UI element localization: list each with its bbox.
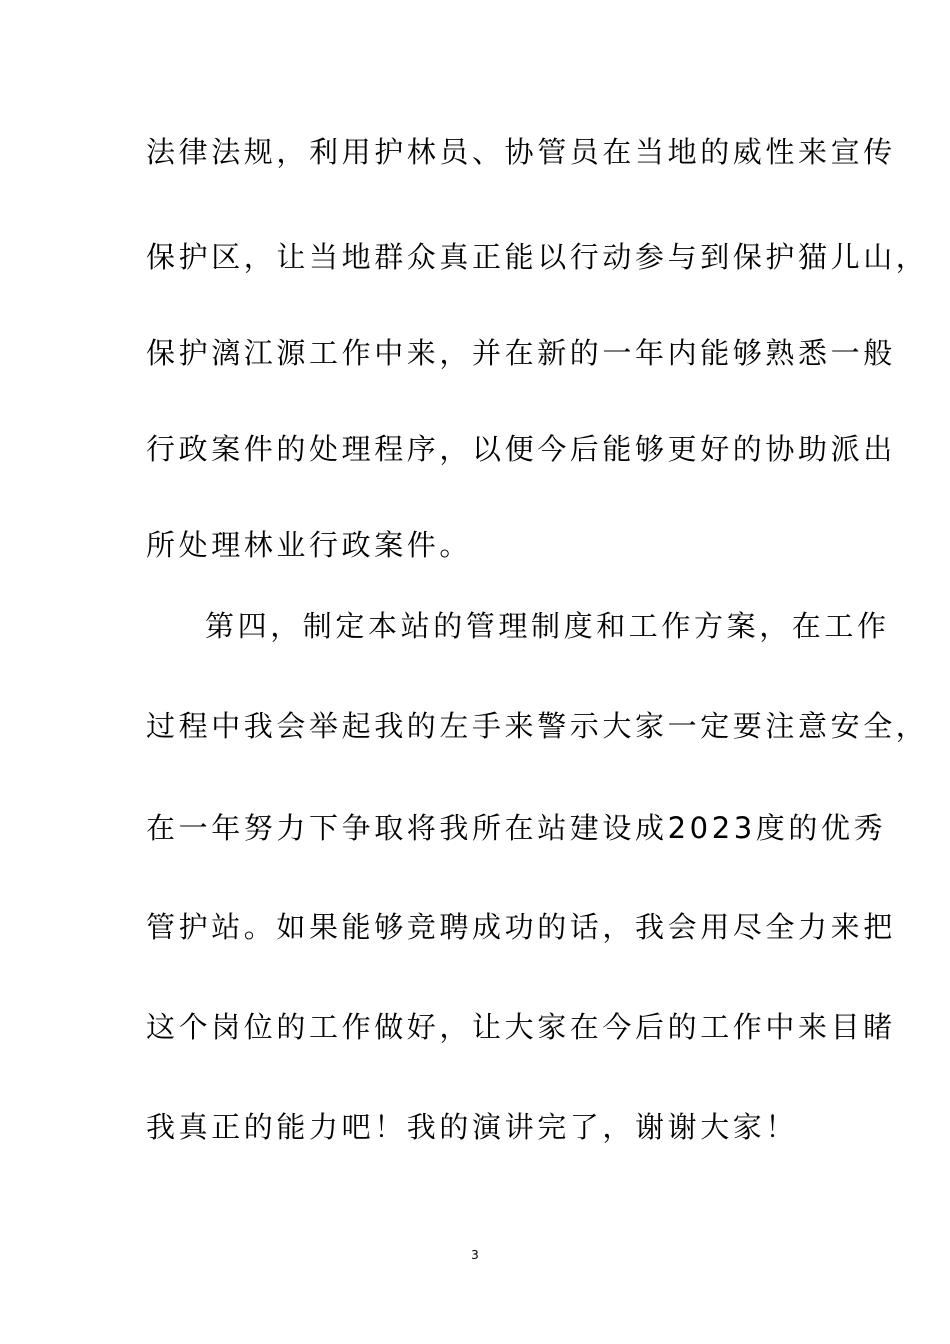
paragraph-line: 在一年努力下争取将我所在站建设成2023度的优秀 — [146, 811, 887, 845]
paragraph-line: 这个岗位的工作做好，让大家在今后的工作中来目睹 — [146, 1010, 896, 1044]
page-number: 3 — [471, 1248, 479, 1262]
paragraph-line: 保护漓江源工作中来，并在新的一年内能够熟悉一般 — [146, 336, 896, 370]
paragraph-line: 法律法规，利用护林员、协管员在当地的威性来宣传 — [146, 135, 896, 169]
paragraph-line-indented: 第四，制定本站的管理制度和工作方案，在工作 — [205, 609, 890, 643]
paragraph-line: 行政案件的处理程序，以便今后能够更好的协助派出 — [146, 432, 896, 466]
paragraph-line: 过程中我会举起我的左手来警示大家一定要注意安全， — [146, 709, 929, 743]
paragraph-line: 保护区，让当地群众真正能以行动参与到保护猫儿山， — [146, 240, 929, 274]
paragraph-line: 所处理林业行政案件。 — [146, 528, 473, 562]
paragraph-line: 管护站。如果能够竞聘成功的话，我会用尽全力来把 — [146, 910, 896, 944]
paragraph-line: 我真正的能力吧！我的演讲完了，谢谢大家！ — [146, 1110, 799, 1144]
